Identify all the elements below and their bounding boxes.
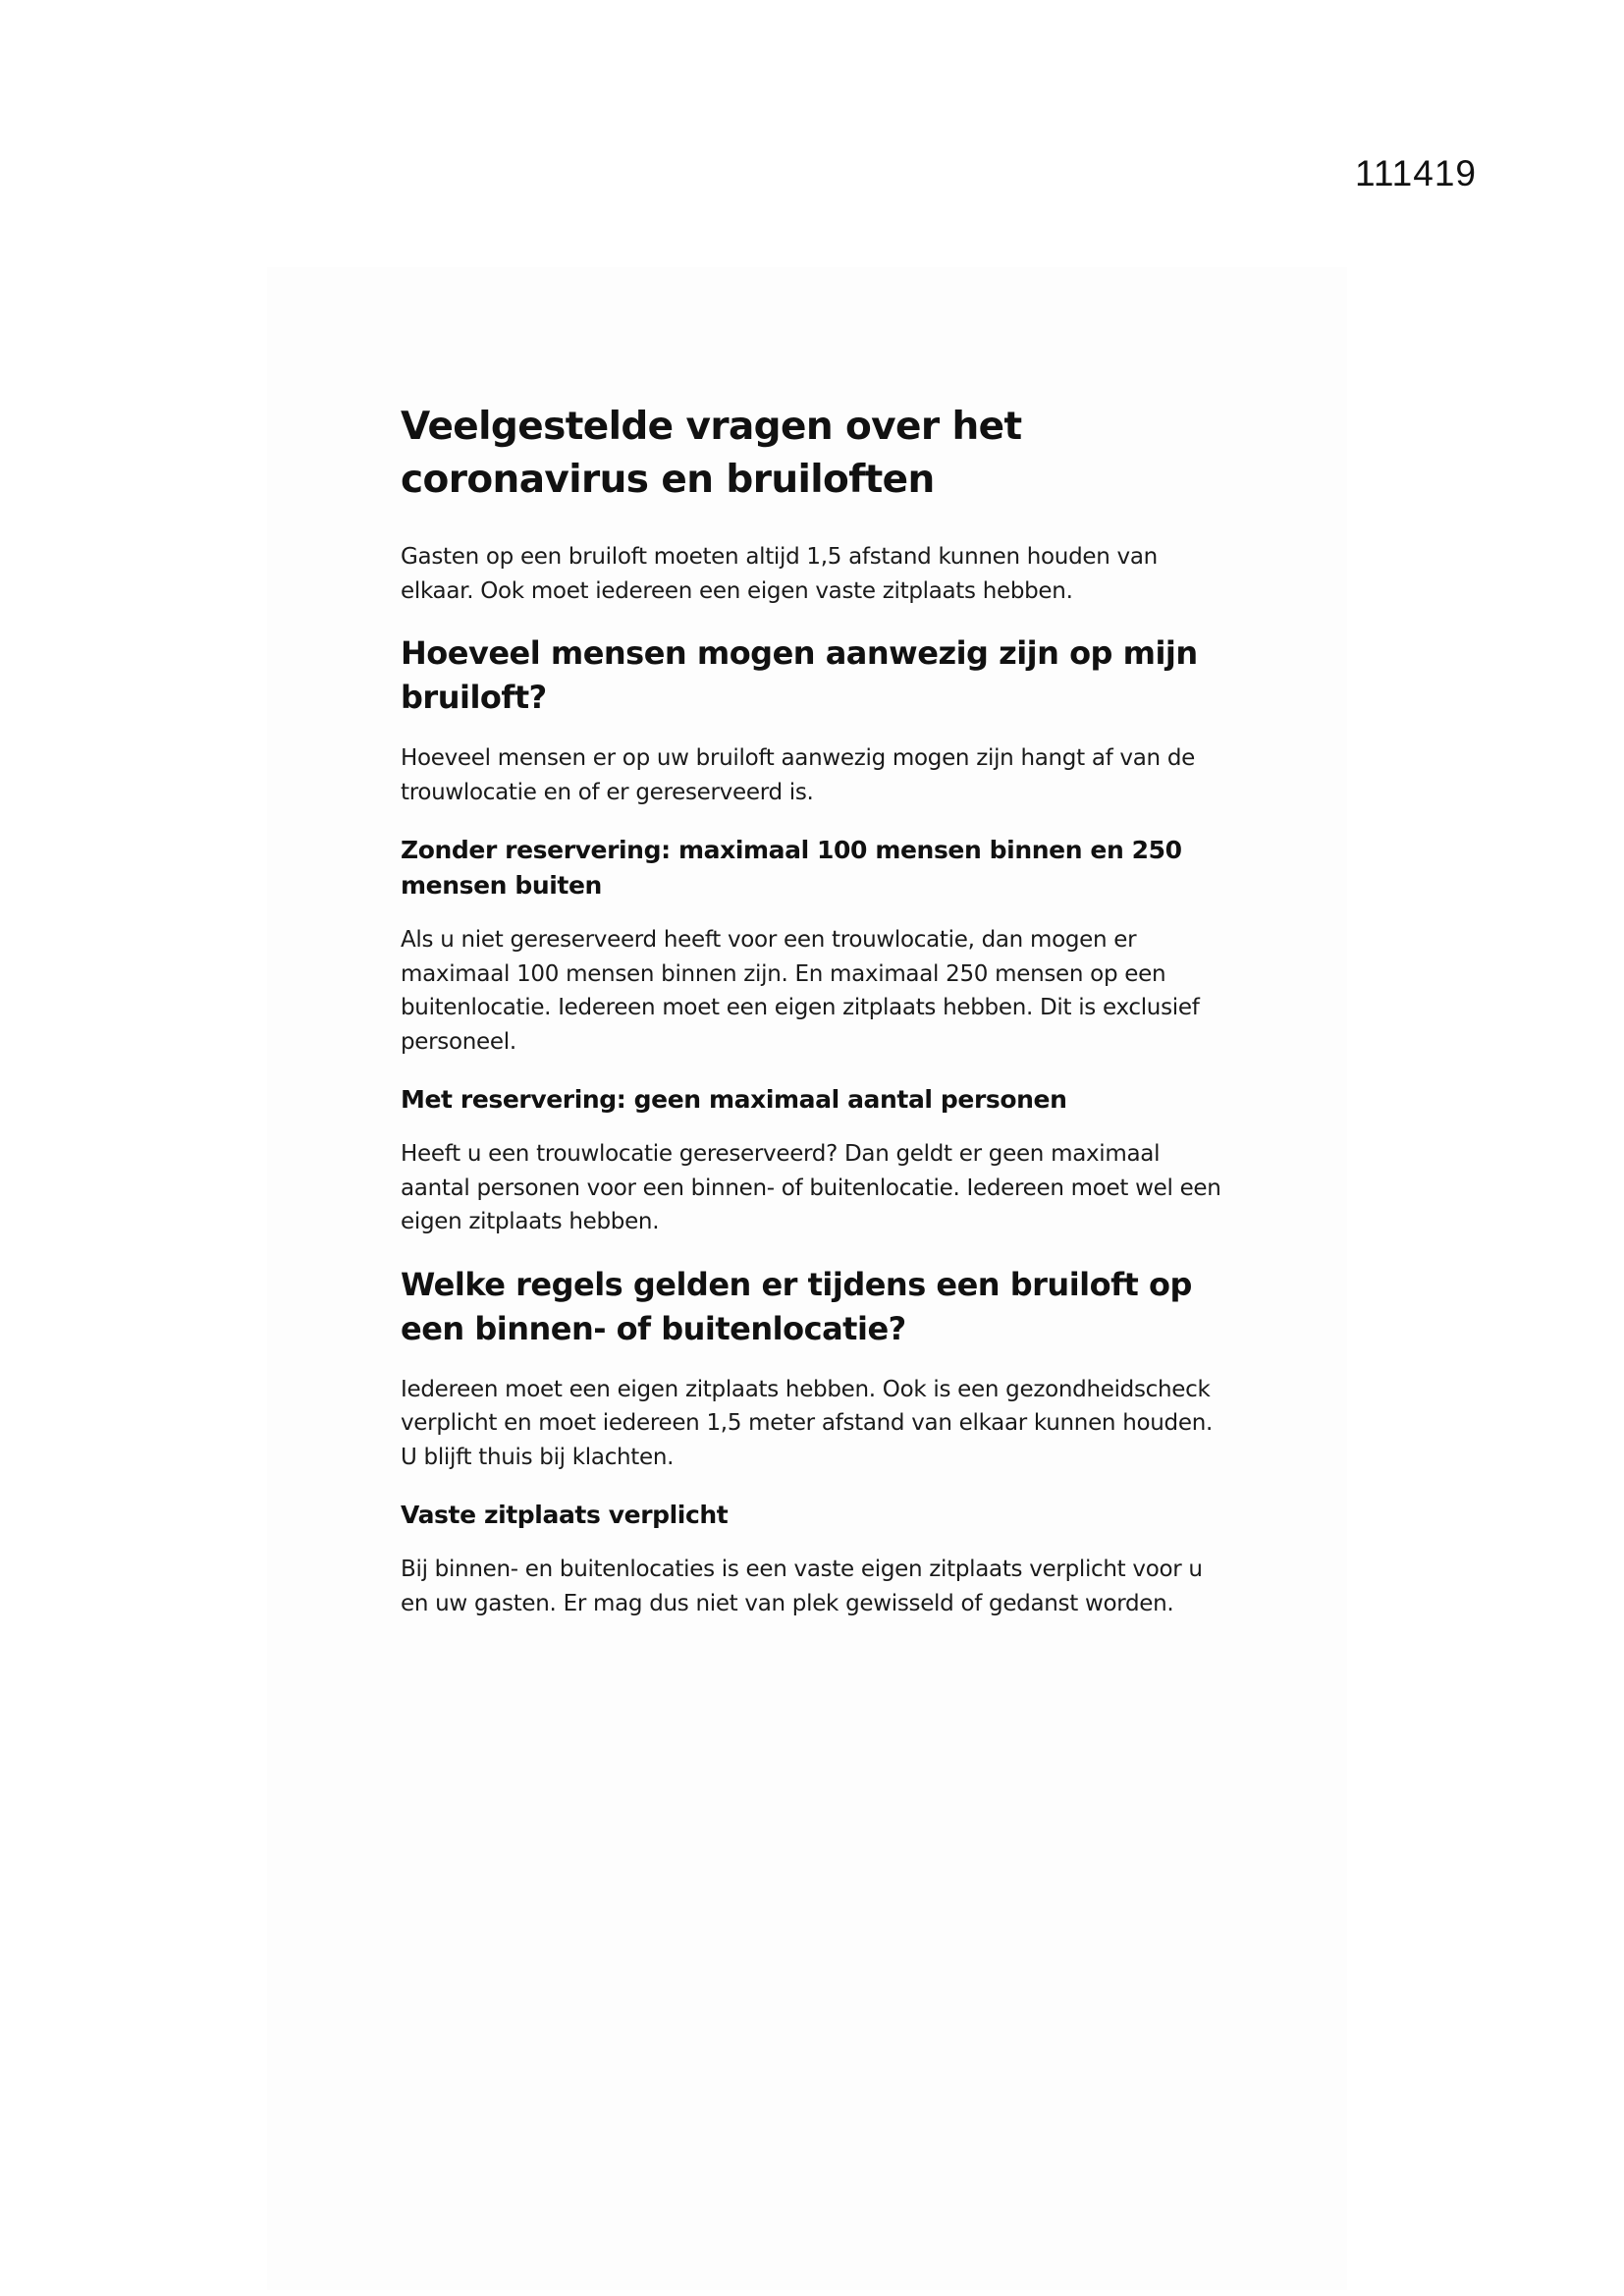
page-title: Veelgestelde vragen over het coronavirus en bruiloften (401, 405, 1022, 502)
subsection-paragraph: Heeft u een trouwlocatie gereserveerd? Dan geldt er geen maximaal aantal personen voor een binnen- of buitenlocatie. Iedereen moet wel een eigen zitplaats hebben. (401, 1141, 1221, 1234)
subsection-heading: Vaste zitplaats verplicht (401, 1501, 729, 1529)
subsection-heading: Zonder reservering: maximaal 100 mensen binnen en 250 mensen buiten (401, 836, 1182, 900)
section-heading: Hoeveel mensen mogen aanwezig zijn op mijn bruiloft? (401, 634, 1198, 716)
section-paragraph: Iedereen moet een eigen zitplaats hebben. Ook is een gezondheidscheck verplicht en moet iedereen 1,5 meter afstand van elkaar kunnen houden. U blijft thuis bij klachten. (401, 1376, 1213, 1470)
document-number: 111419 (1355, 153, 1477, 193)
document-content (401, 401, 1225, 1644)
subsection-heading: Met reservering: geen maximaal aantal personen (401, 1085, 1067, 1114)
section-heading: Welke regels gelden er tijdens een bruiloft op een binnen- of buitenlocatie? (401, 1265, 1192, 1347)
intro-paragraph: Gasten op een bruiloft moeten altijd 1,5 afstand kunnen houden van elkaar. Ook moet iedereen een eigen vaste zitplaats hebben. (401, 544, 1158, 604)
section-attendance (401, 631, 1225, 1239)
subsection-paragraph: Als u niet gereserveerd heeft voor een trouwlocatie, dan mogen er maximaal 100 mensen binnen zijn. En maximaal 250 mensen op een buitenlocatie. Iedereen moet een eigen zitplaats hebben. Dit is exclusief personeel. (401, 927, 1200, 1055)
section-rules (401, 1263, 1225, 1621)
section-paragraph: Hoeveel mensen er op uw bruiloft aanwezig mogen zijn hangt af van de trouwlocatie en of er gereserveerd is. (401, 745, 1195, 805)
subsection-paragraph: Bij binnen- en buitenlocaties is een vaste eigen zitplaats verplicht voor u en uw gasten. Er mag dus niet van plek gewisseld of gedanst worden. (401, 1557, 1203, 1616)
